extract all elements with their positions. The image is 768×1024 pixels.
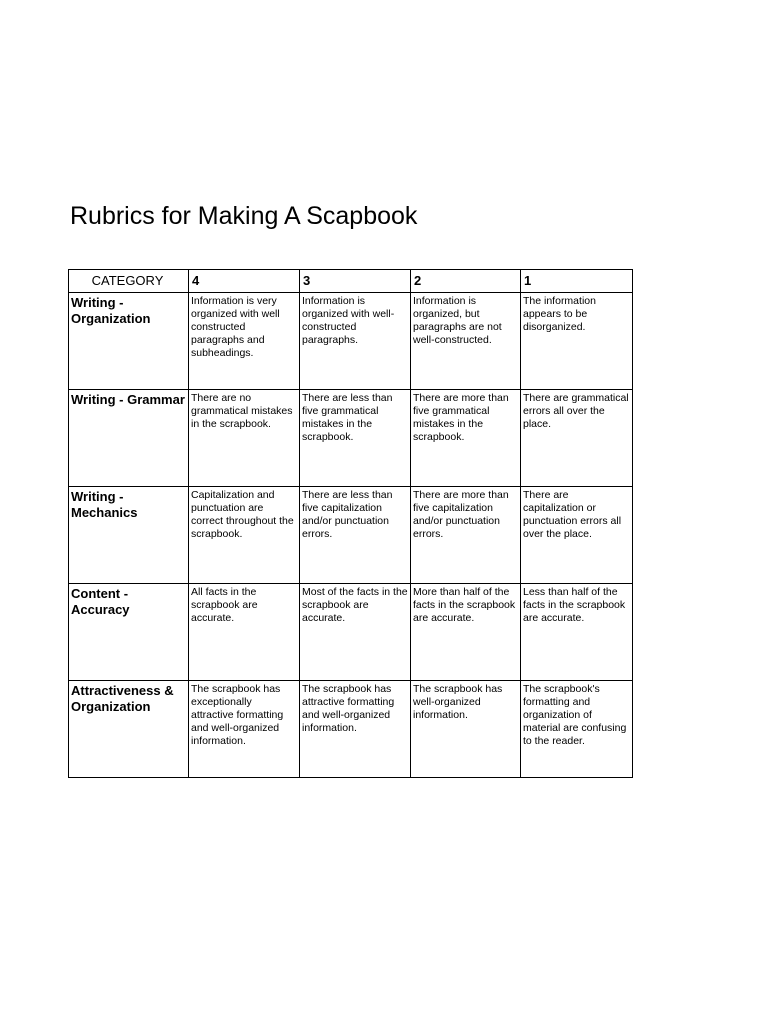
cell-score-2: More than half of the facts in the scrapbook are accurate. — [411, 584, 521, 681]
header-category: CATEGORY — [69, 270, 189, 293]
table-row — [69, 293, 633, 390]
cell-score-1: The information appears to be disorganized. — [521, 293, 633, 390]
header-score-1: 1 — [521, 270, 633, 293]
cell-score-2: Information is organized, but paragraphs are not well-constructed. — [411, 293, 521, 390]
category-content-accuracy: Content - Accuracy — [69, 584, 189, 681]
cell-score-1: There are grammatical errors all over the place. — [521, 390, 633, 487]
cell-score-3: There are less than five grammatical mistakes in the scrapbook. — [300, 390, 411, 487]
cell-score-3: Most of the facts in the scrapbook are accurate. — [300, 584, 411, 681]
table-row — [69, 584, 633, 681]
cell-score-3: There are less than five capitalization and/or punctuation errors. — [300, 487, 411, 584]
cell-score-2: There are more than five grammatical mistakes in the scrapbook. — [411, 390, 521, 487]
category-writing-grammar: Writing - Grammar — [69, 390, 189, 487]
header-score-3: 3 — [300, 270, 411, 293]
cell-score-1: Less than half of the facts in the scrapbook are accurate. — [521, 584, 633, 681]
header-score-4: 4 — [189, 270, 300, 293]
cell-score-4: The scrapbook has exceptionally attractive formatting and well-organized information. — [189, 681, 300, 778]
cell-score-4: Capitalization and punctuation are correct throughout the scrapbook. — [189, 487, 300, 584]
cell-score-2: The scrapbook has well-organized information. — [411, 681, 521, 778]
page-title: Rubrics for Making A Scapbook — [70, 202, 418, 230]
table-row — [69, 487, 633, 584]
table-row — [69, 681, 633, 778]
cell-score-2: There are more than five capitalization and/or punctuation errors. — [411, 487, 521, 584]
rubric-table — [68, 269, 633, 778]
category-writing-mechanics: Writing - Mechanics — [69, 487, 189, 584]
category-writing-organization: Writing - Organization — [69, 293, 189, 390]
header-row — [69, 270, 633, 293]
cell-score-3: Information is organized with well-constructed paragraphs. — [300, 293, 411, 390]
cell-score-4: All facts in the scrapbook are accurate. — [189, 584, 300, 681]
cell-score-1: The scrapbook's formatting and organization of material are confusing to the reader. — [521, 681, 633, 778]
table-row — [69, 390, 633, 487]
cell-score-1: There are capitalization or punctuation errors all over the place. — [521, 487, 633, 584]
cell-score-3: The scrapbook has attractive formatting and well-organized information. — [300, 681, 411, 778]
category-attractiveness-organization: Attractiveness & Organization — [69, 681, 189, 778]
header-score-2: 2 — [411, 270, 521, 293]
cell-score-4: Information is very organized with well constructed paragraphs and subheadings. — [189, 293, 300, 390]
cell-score-4: There are no grammatical mistakes in the scrapbook. — [189, 390, 300, 487]
